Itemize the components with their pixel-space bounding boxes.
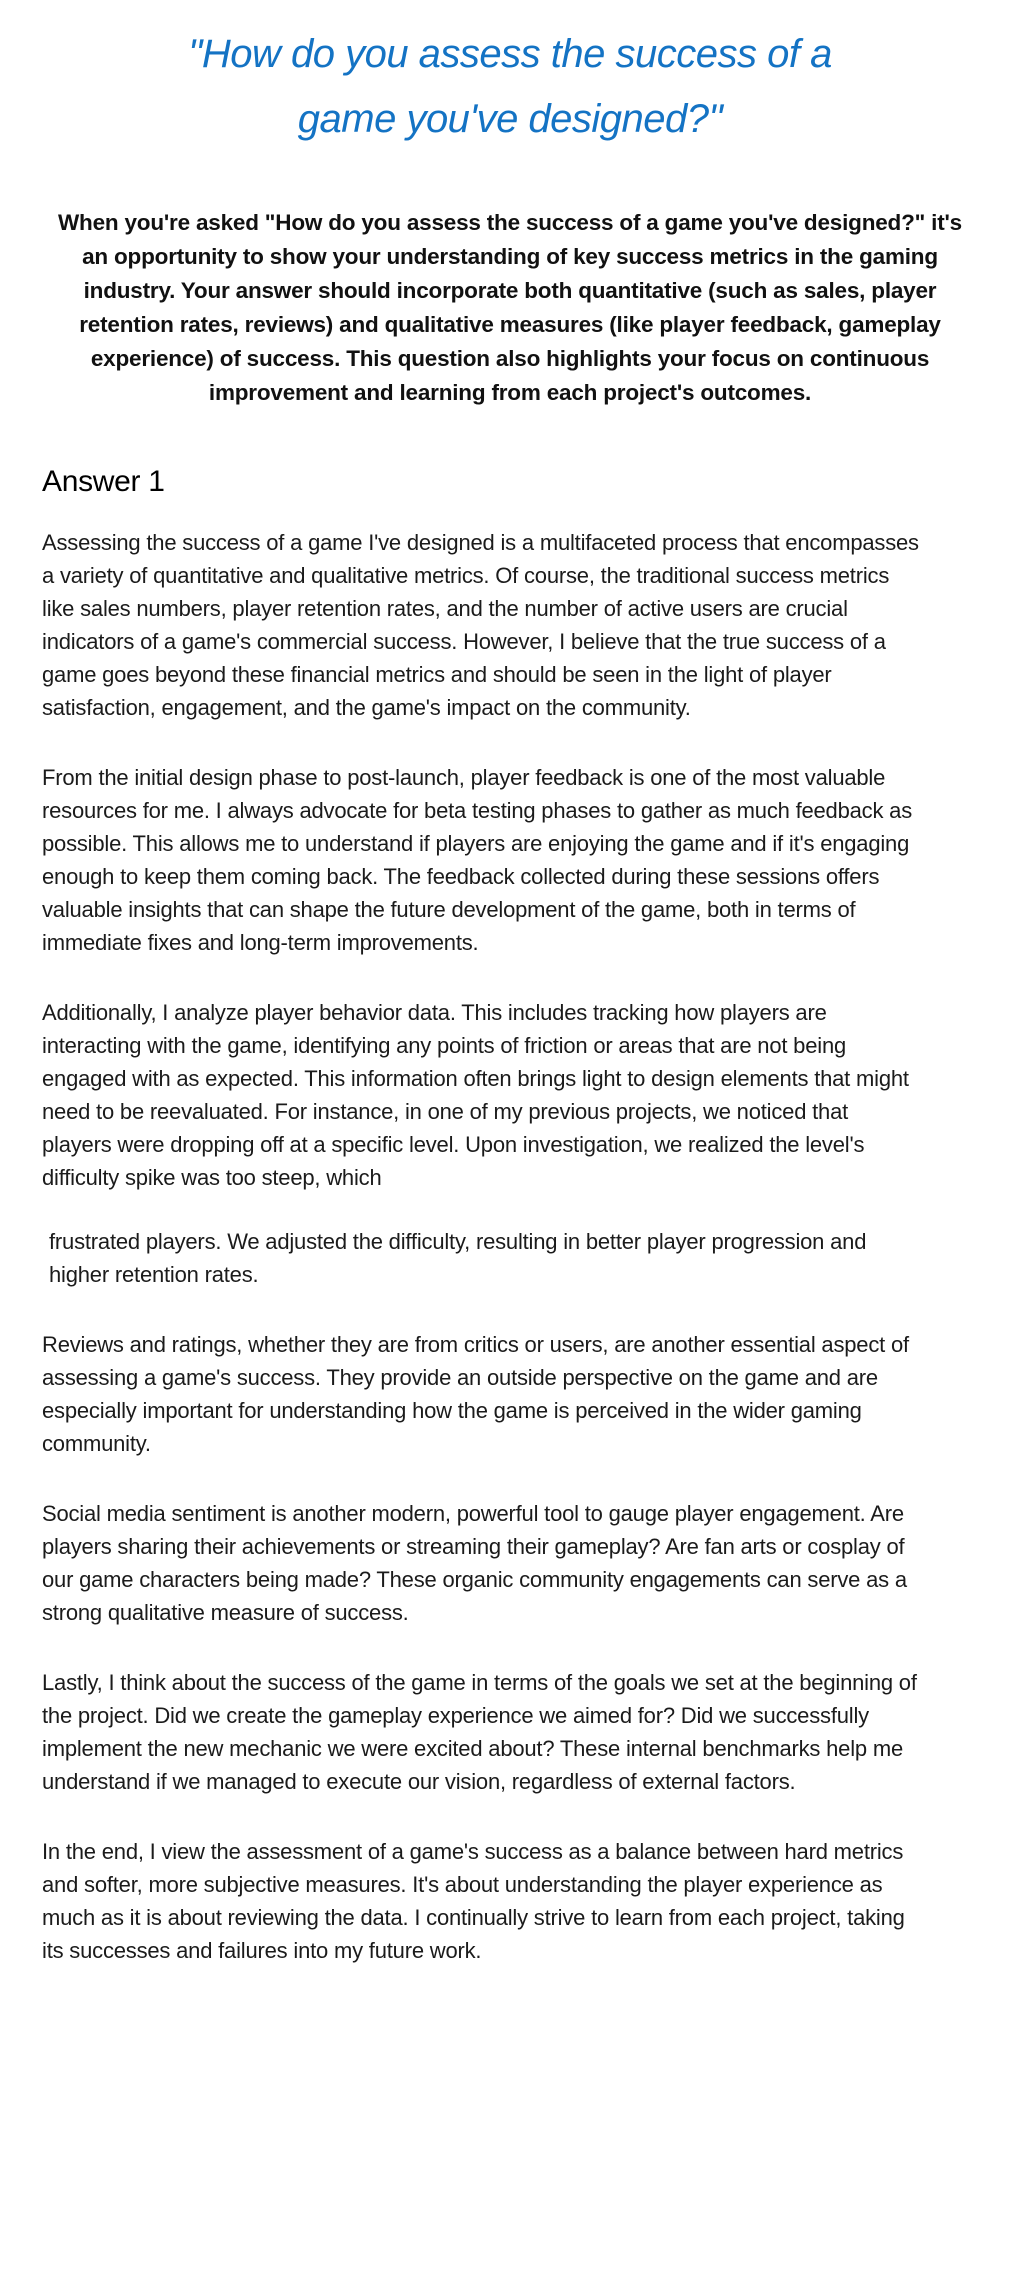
- answer-body: [42, 526, 920, 1967]
- answer-paragraph: Assessing the success of a game I've designed is a multifaceted process that encompasses a variety of quantitative and qualitative metrics. Of course, the traditional success metrics like sales numbers, player retention rates, and the number of active users are crucial indicators of a game's commercial success. However, I believe that the true success of a game goes beyond these financial metrics and should be seen in the light of player satisfaction, engagement, and the game's impact on the community.: [42, 529, 919, 720]
- page-title-line-1: "How do you assess the success of a: [188, 32, 832, 76]
- answer-paragraph: Reviews and ratings, whether they are from critics or users, are another essential aspect of assessing a game's success. They provide an outside perspective on the game and are especially important for understanding how the game is perceived in the wider gaming community.: [42, 1331, 909, 1456]
- answer-paragraph: Social media sentiment is another modern, powerful tool to gauge player engagement. Are players sharing their achievements or streaming their gameplay? Are fan arts or cosplay of our game characters being made? These organic community engagements can serve as a strong qualitative measure of success.: [42, 1500, 907, 1625]
- answer-paragraph: In the end, I view the assessment of a game's success as a balance between hard metrics and softer, more subjective measures. It's about understanding the player experience as much as it is about reviewing the data. I continually strive to learn from each project, taking its successes and failures into my future work.: [42, 1838, 905, 1963]
- page-title-line-2: game you've designed?": [297, 96, 723, 141]
- answer-paragraph-continuation: frustrated players. We adjusted the difficulty, resulting in better player progression and higher retention rates.: [49, 1228, 867, 1287]
- answer-paragraph: From the initial design phase to post-launch, player feedback is one of the most valuable resources for me. I always advocate for beta testing phases to gather as much feedback as possible. This allows me to understand if players are enjoying the game and if it's engaging enough to keep them coming back. The feedback collected during these sessions offers valuable insights that can shape the future development of the game, both in terms of immediate fixes and long-term improvements.: [42, 764, 913, 955]
- answer-paragraph: Additionally, I analyze player behavior data. This includes tracking how players are interacting with the game, identifying any points of friction or areas that are not being engaged with as expected. This information often brings light to design elements that might need to be reevaluated. For instance, in one of my previous projects, we noticed that players were dropping off at a specific level. Upon investigation, we realized the level's difficulty spike was too steep, which: [42, 999, 909, 1190]
- page-title: [0, 22, 1020, 152]
- answer-paragraph: Lastly, I think about the success of the game in terms of the goals we set at the beginning of the project. Did we create the gameplay experience we aimed for? Did we successfully implement the new mechanic we were excited about? These internal benchmarks help me understand if we managed to execute our vision, regardless of external factors.: [42, 1669, 917, 1794]
- answer-heading: Answer 1: [42, 464, 165, 498]
- intro-paragraph: When you're asked "How do you assess the success of a game you've designed?" it's an opportunity to show your understanding of key success metrics in the gaming industry. Your answer should incorporate both quantitative (such as sales, player retention rates, reviews) and qualitative measures (like player feedback, gameplay experience) of success. This question also highlights your focus on continuous improvement and learning from each project's outcomes.: [58, 209, 962, 405]
